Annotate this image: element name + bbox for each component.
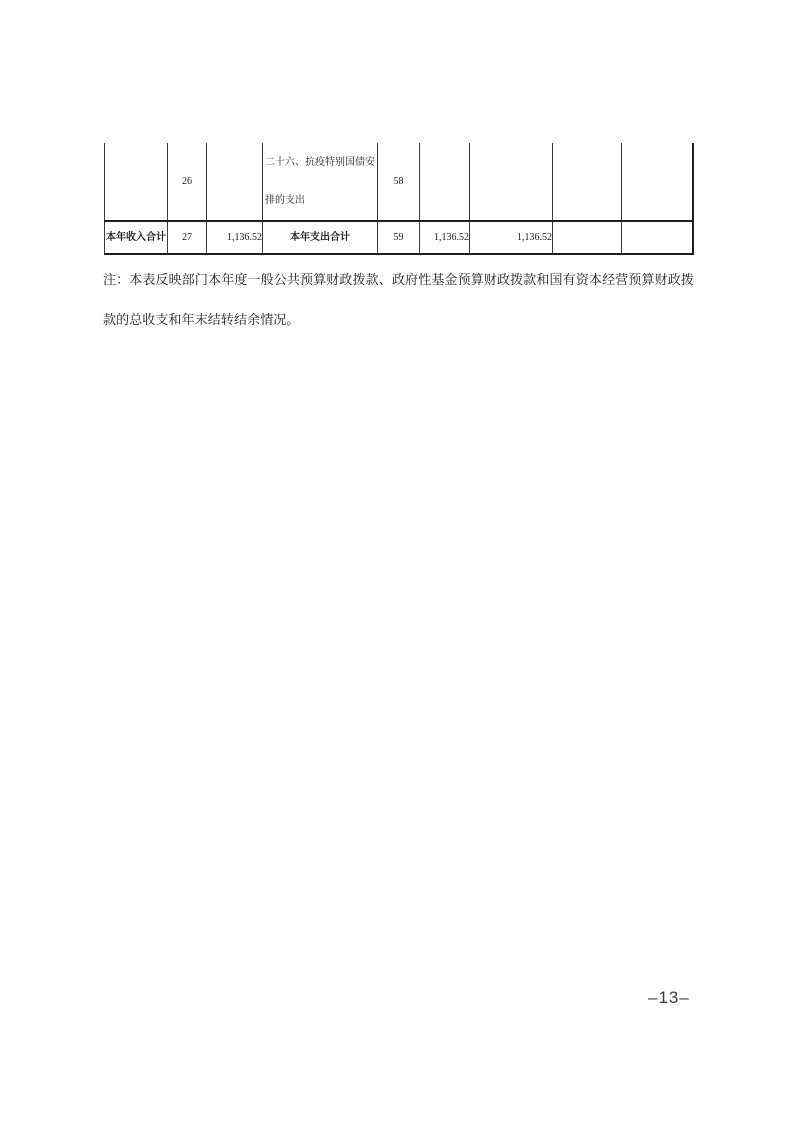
- income-amount-cell: [207, 143, 263, 221]
- table-row-expenditure-item: [105, 143, 693, 221]
- expenditure-total-line-no-cell: 59: [378, 221, 420, 254]
- expenditure-total-amount-cell: 1,136.52: [420, 221, 470, 254]
- expenditure-line-no-cell: 58: [378, 143, 420, 221]
- income-item-cell: [105, 143, 168, 221]
- page-number: –13–: [648, 988, 690, 1007]
- table-note: 注：本表反映部门本年度一般公共预算财政拨款、政府性基金预算财政拨款和国有资本经营预算财政拨款的总收支和年末结转结余情况。: [103, 272, 694, 327]
- expenditure-total-label-cell: 本年支出合计: [263, 221, 378, 254]
- expenditure-item-cell: 二十六、抗疫特别国债安排的支出: [263, 143, 378, 221]
- expenditure-total-amount-cell-2: 1,136.52: [470, 221, 553, 254]
- expenditure-total-amount-cell-4: [622, 221, 693, 254]
- expenditure-amount-cell-4: [622, 143, 693, 221]
- expenditure-amount-cell-2: [470, 143, 553, 221]
- table-row-totals: [105, 221, 693, 254]
- budget-summary-table: [104, 143, 694, 255]
- income-total-label-cell: 本年收入合计: [105, 221, 168, 254]
- expenditure-amount-cell-3: [553, 143, 622, 221]
- income-line-no-cell: 26: [168, 143, 207, 221]
- expenditure-amount-cell: [420, 143, 470, 221]
- income-total-amount-cell: 1,136.52: [207, 221, 263, 254]
- expenditure-total-amount-cell-3: [553, 221, 622, 254]
- income-total-line-no-cell: 27: [168, 221, 207, 254]
